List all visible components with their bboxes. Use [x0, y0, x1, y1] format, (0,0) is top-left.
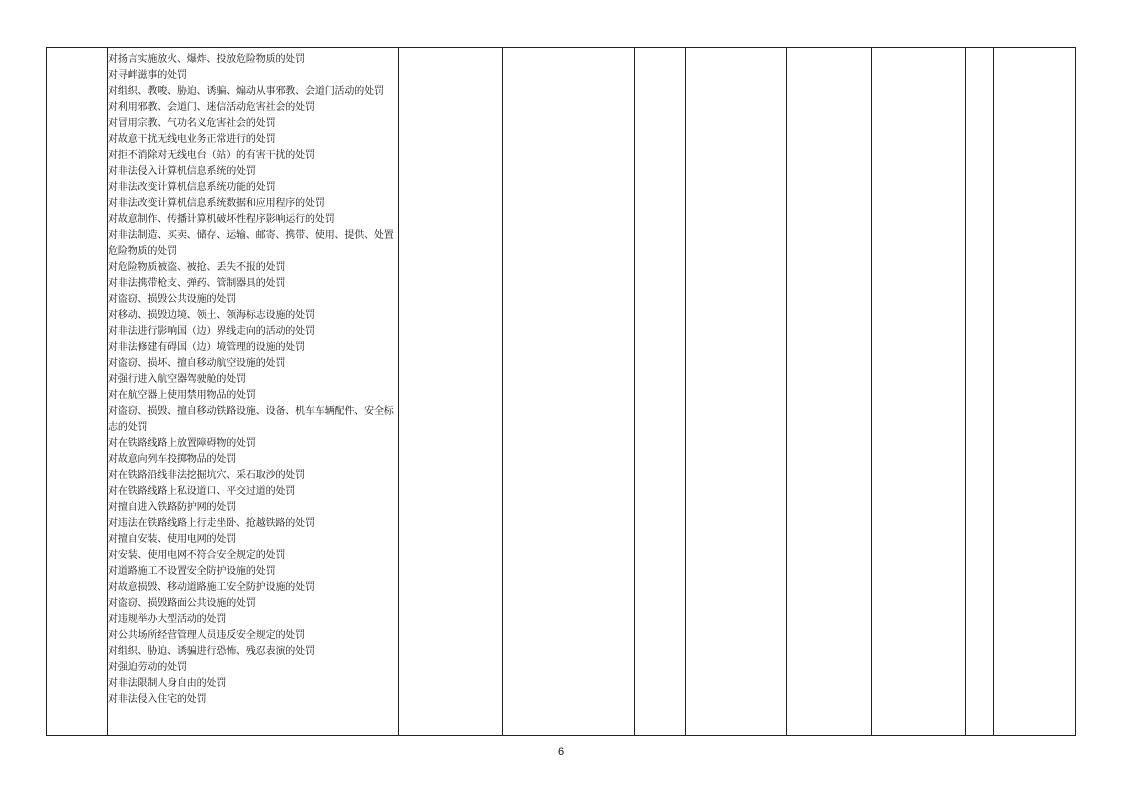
penalty-item: 对非法进行影响国（边）界线走向的活动的处罚 [108, 326, 315, 337]
penalty-item: 对擅自进入铁路防护网的处罚 [108, 502, 237, 513]
penalty-item: 对寻衅滋事的处罚 [108, 70, 187, 81]
penalty-item: 对道路施工不设置安全防护设施的处罚 [108, 566, 276, 577]
penalty-item: 对盗窃、损毁、擅自移动铁路设施、设备、机车车辆配件、安全标志的处罚 [108, 406, 394, 433]
penalty-item: 对非法侵入住宅的处罚 [108, 694, 207, 705]
penalty-item: 对非法限制人身自由的处罚 [108, 678, 227, 689]
penalty-item: 对拒不消除对无线电台（站）的有害干扰的处罚 [108, 150, 315, 161]
column-divider [993, 48, 994, 735]
penalty-item: 对安装、使用电网不符合安全规定的处罚 [108, 550, 286, 561]
penalty-item: 对违法在铁路线路上行走坐卧、抢越铁路的处罚 [108, 518, 315, 529]
penalty-item: 对违规举办大型活动的处罚 [108, 614, 227, 625]
penalty-item: 对盗窃、损毁路面公共设施的处罚 [108, 598, 256, 609]
penalty-item: 对强迫劳动的处罚 [108, 662, 187, 673]
penalty-item: 对在航空器上使用禁用物品的处罚 [108, 390, 256, 401]
penalty-item: 对非法改变计算机信息系统功能的处罚 [108, 182, 276, 193]
column-divider [398, 48, 399, 735]
column-divider [685, 48, 686, 735]
penalty-item: 对危险物质被盗、被抢、丢失不报的处罚 [108, 262, 286, 273]
column-divider [786, 48, 787, 735]
penalty-item: 对移动、损毁边境、领土、领海标志设施的处罚 [108, 310, 315, 321]
column-divider [634, 48, 635, 735]
penalty-item: 对组织、胁迫、诱骗进行恐怖、残忍表演的处罚 [108, 646, 315, 657]
penalty-item: 对非法修建有碍国（边）境管理的设施的处罚 [108, 342, 305, 353]
penalty-item: 对公共场所经营管理人员违反安全规定的处罚 [108, 630, 305, 641]
penalty-item: 对擅自安装、使用电网的处罚 [108, 534, 237, 545]
page-number: 6 [557, 746, 565, 758]
penalty-item: 对非法改变计算机信息系统数据和应用程序的处罚 [108, 198, 325, 209]
penalty-item: 对非法侵入计算机信息系统的处罚 [108, 166, 256, 177]
penalty-item: 对故意向列车投掷物品的处罚 [108, 454, 237, 465]
penalty-item: 对故意制作、传播计算机破坏性程序影响运行的处罚 [108, 214, 335, 225]
penalty-item: 对故意干扰无线电业务正常进行的处罚 [108, 134, 276, 145]
penalty-item: 对在铁路沿线非法挖掘坑穴、采石取沙的处罚 [108, 470, 305, 481]
penalty-item: 对盗窃、损坏、擅自移动航空设施的处罚 [108, 358, 286, 369]
penalty-item: 对非法携带枪支、弹药、管制器具的处罚 [108, 278, 286, 289]
column-divider [965, 48, 966, 735]
penalty-item: 对扬言实施放火、爆炸、投放危险物质的处罚 [108, 54, 305, 65]
column-divider [871, 48, 872, 735]
penalty-item: 对在铁路线路上私设道口、平交过道的处罚 [108, 486, 296, 497]
penalty-item: 对利用邪教、会道门、迷信活动危害社会的处罚 [108, 102, 315, 113]
penalty-item: 对在铁路线路上放置障碍物的处罚 [108, 438, 256, 449]
penalty-item: 对非法制造、买卖、储存、运输、邮寄、携带、使用、提供、处置危险物质的处罚 [108, 230, 394, 257]
penalty-item: 对冒用宗教、气功名义危害社会的处罚 [108, 118, 276, 129]
penalty-items-list [108, 52, 398, 708]
column-divider [502, 48, 503, 735]
table-frame [46, 47, 1076, 736]
penalty-item: 对故意损毁、移动道路施工安全防护设施的处罚 [108, 582, 315, 593]
penalty-item: 对组织、教唆、胁迫、诱骗、煽动从事邪教、会道门活动的处罚 [108, 86, 384, 97]
penalty-item: 对盗窃、损毁公共设施的处罚 [108, 294, 237, 305]
penalty-item: 对强行进入航空器驾驶舱的处罚 [108, 374, 246, 385]
